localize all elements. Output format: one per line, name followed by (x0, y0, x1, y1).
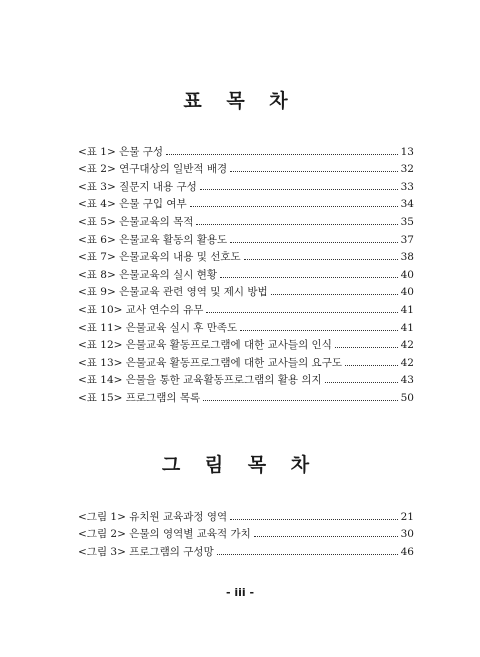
figures-toc-list (78, 505, 414, 558)
table-toc-entry-label: <표 9> 은물교육 관련 영역 및 제시 방법 (78, 286, 268, 299)
table-toc-entry-label: <표 2> 연구대상의 일반적 배경 (78, 163, 228, 176)
dot-leader (335, 347, 398, 348)
table-toc-entry-label: <표 6> 은물교육 활동의 활용도 (78, 233, 228, 246)
figure-toc-entry-page-number: 46 (400, 545, 414, 558)
table-toc-entry-page-number: 13 (400, 145, 414, 158)
table-toc-entry-label: <표 4> 은물 구입 여부 (78, 198, 187, 211)
dot-leader (345, 365, 398, 366)
figures-toc-title: 그 림 목 차 (161, 454, 319, 476)
dot-leader (217, 554, 398, 555)
table-toc-entry (78, 298, 414, 316)
table-toc-entry-page-number: 40 (400, 286, 414, 299)
dot-leader (254, 536, 398, 537)
dot-leader (190, 206, 398, 207)
figure-toc-entry-label: <그림 1> 유치원 교육과정 영역 (78, 510, 228, 523)
table-toc-entry-page-number: 34 (400, 198, 414, 211)
table-toc-entry-label: <표 8> 은물교육의 실시 현황 (78, 268, 218, 281)
table-toc-entry (78, 351, 414, 369)
table-toc-entry (78, 246, 414, 264)
page-number: - iii - (225, 586, 255, 599)
dot-leader (220, 277, 398, 278)
table-toc-entry-label: <표 10> 교사 연수의 유무 (78, 303, 204, 316)
dot-leader (230, 242, 397, 243)
table-toc-entry-label: <표 15> 프로그램의 목록 (78, 391, 201, 404)
table-toc-entry (78, 140, 414, 158)
table-toc-entry-label: <표 13> 은물교육 활동프로그램에 대한 교사들의 요구도 (78, 356, 342, 369)
table-toc-entry (78, 175, 414, 193)
dot-leader (230, 519, 397, 520)
tables-toc-list (78, 140, 414, 404)
table-toc-entry-label: <표 11> 은물교육 실시 후 만족도 (78, 321, 238, 334)
table-toc-entry-label: <표 12> 은물교육 활동프로그램에 대한 교사들의 인식 (78, 339, 332, 352)
table-toc-entry (78, 263, 414, 281)
table-toc-entry-page-number: 42 (400, 356, 414, 369)
table-toc-entry-label: <표 5> 은물교육의 목적 (78, 215, 194, 228)
table-toc-entry-label: <표 1> 은물 구성 (78, 145, 164, 158)
table-toc-entry-page-number: 40 (400, 268, 414, 281)
table-toc-entry-page-number: 35 (400, 215, 414, 228)
table-toc-entry-page-number: 37 (400, 233, 414, 246)
table-toc-entry-page-number: 50 (400, 391, 414, 404)
figure-toc-entry-page-number: 30 (400, 528, 414, 541)
figure-toc-entry-label: <그림 3> 프로그램의 구성망 (78, 545, 214, 558)
tables-toc-title: 표 목 차 (183, 90, 297, 112)
dot-leader (196, 224, 397, 225)
dot-leader (271, 294, 398, 295)
table-toc-entry-page-number: 33 (400, 180, 414, 193)
figure-toc-entry-label: <그림 2> 은물의 영역별 교육적 가치 (78, 528, 251, 541)
table-toc-entry-label: <표 7> 은물교육의 내용 및 선호도 (78, 251, 241, 264)
dot-leader (230, 171, 397, 172)
table-toc-entry (78, 334, 414, 352)
dot-leader (240, 330, 397, 331)
figure-toc-entry (78, 523, 414, 541)
table-toc-entry (78, 158, 414, 176)
dot-leader (244, 259, 398, 260)
table-toc-entry-label: <표 3> 질문지 내용 구성 (78, 180, 197, 193)
table-toc-entry (78, 316, 414, 334)
table-toc-entry (78, 386, 414, 404)
figure-toc-entry (78, 540, 414, 558)
table-toc-entry-label: <표 14> 은물을 통한 교육활동프로그램의 활용 의지 (78, 374, 322, 387)
dot-leader (206, 312, 397, 313)
dot-leader (200, 189, 398, 190)
table-toc-entry-page-number: 38 (400, 251, 414, 264)
table-toc-entry (78, 369, 414, 387)
dot-leader (325, 382, 398, 383)
table-toc-entry-page-number: 32 (400, 163, 414, 176)
table-toc-entry-page-number: 42 (400, 339, 414, 352)
table-toc-entry (78, 228, 414, 246)
table-toc-entry (78, 281, 414, 299)
table-toc-entry (78, 193, 414, 211)
table-toc-entry-page-number: 41 (400, 321, 414, 334)
dot-leader (203, 400, 398, 401)
table-toc-entry (78, 210, 414, 228)
figure-toc-entry-page-number: 21 (400, 510, 414, 523)
table-toc-entry-page-number: 43 (400, 374, 414, 387)
table-toc-entry-page-number: 41 (400, 303, 414, 316)
figure-toc-entry (78, 505, 414, 523)
dot-leader (166, 154, 398, 155)
